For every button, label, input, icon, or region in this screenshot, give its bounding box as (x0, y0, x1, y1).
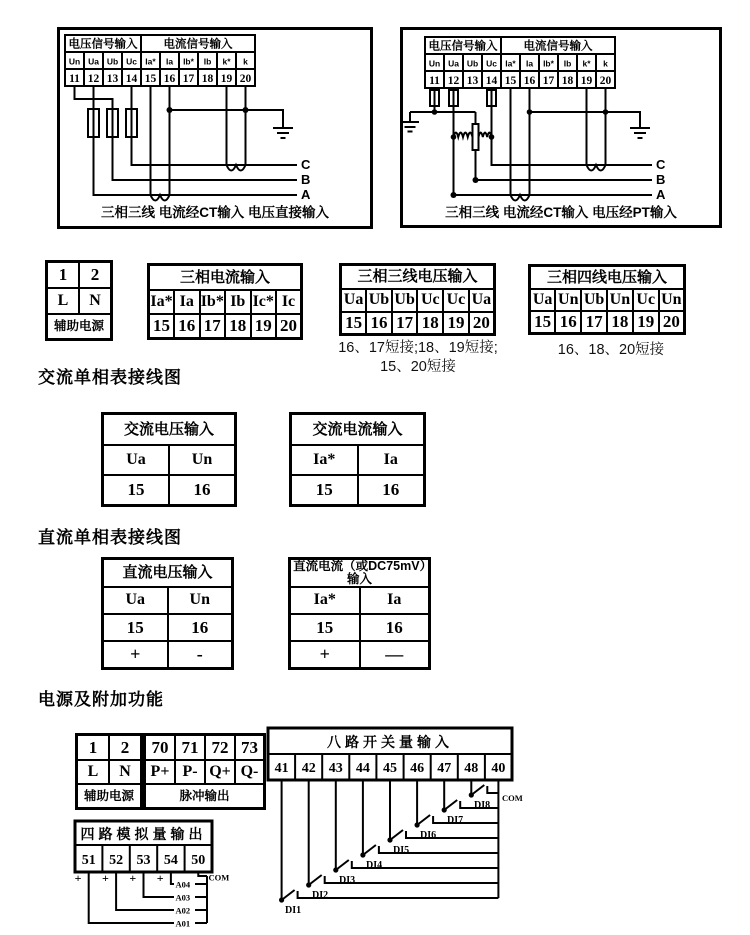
table-cell: 15 (149, 314, 175, 339)
table-cell: 16 (555, 311, 581, 334)
terminal-number: 50 (191, 853, 206, 868)
table-title: 三相三线电压输入 (341, 265, 495, 289)
terminal-number: 45 (383, 761, 397, 776)
table-cell: 辅助电源 (77, 784, 142, 809)
table-title: 三相四线电压输入 (530, 266, 685, 289)
plus-sign: + (74, 871, 82, 885)
terminal-number: 14 (485, 75, 498, 87)
terminal-number: 41 (274, 761, 289, 776)
terminal-label: k (603, 58, 608, 69)
table-cell: 17 (581, 311, 607, 334)
terminal-number: 20 (239, 73, 252, 85)
terminal-number: 52 (109, 853, 124, 868)
terminal-number: 13 (466, 75, 479, 87)
terminal-label: Ia (525, 58, 534, 69)
table-cell: Ub (392, 289, 418, 312)
terminal-number: 15 (504, 75, 517, 87)
terminal-number: 48 (464, 761, 479, 776)
junction-dot (473, 177, 479, 183)
diagram-caption: 三相三线 电流经CT输入 电压直接输入 (101, 205, 329, 220)
table-cell: Ia* (291, 445, 358, 475)
junction-dot (451, 192, 457, 198)
voltage-header: 电压信号输入 (68, 38, 138, 51)
terminal-number: 18 (201, 73, 214, 85)
switch-wire (363, 780, 499, 855)
section-heading-power: 电源及附加功能 (38, 690, 164, 709)
terminal-label: Ib* (183, 56, 194, 67)
table-cell: 1 (77, 735, 110, 760)
channel-label: A01 (175, 918, 191, 929)
table-cell: Ub (581, 289, 607, 311)
terminal-number: 18 (561, 75, 574, 87)
table-cell: 16 (360, 614, 430, 641)
pulse-output-table (143, 733, 266, 810)
terminal-label: Ub (106, 56, 119, 67)
table-title: 三相电流输入 (149, 265, 302, 290)
polarity-cell: - (168, 641, 233, 669)
table-cell: P- (175, 760, 205, 784)
terminal-number: 44 (355, 761, 370, 776)
wiring-diagram-ct-pt (400, 27, 722, 228)
table-cell: 16 (169, 475, 236, 506)
diagram-border (59, 29, 372, 228)
channel-label: A03 (175, 892, 191, 903)
terminal-label: k* (222, 56, 231, 67)
table-cell: Ua (341, 289, 367, 312)
terminal-number: 12 (87, 73, 100, 85)
table-cell: Ia* (290, 587, 360, 614)
terminal-label: Ua (88, 56, 99, 67)
terminal-number: 53 (136, 853, 151, 868)
plus-sign: + (156, 871, 164, 885)
table-cell: 72 (205, 735, 235, 760)
junction-dot (527, 109, 533, 115)
table-title: 直流电流（或DC75mV）输入 (290, 559, 430, 587)
three-phase-current-table (147, 263, 303, 340)
com-label: COM (502, 793, 523, 803)
table-cell: Un (659, 289, 685, 311)
terminal-label: Uc (486, 58, 497, 69)
table-cell: 71 (175, 735, 205, 760)
phase-label-b: B (301, 172, 312, 187)
table-cell: Ua (469, 289, 495, 312)
table-cell: 2 (79, 262, 112, 288)
table-cell: Ub (366, 289, 392, 312)
terminal-label: Ib (203, 56, 212, 67)
wiring-diagram-ct-direct (57, 27, 373, 229)
polarity-cell: + (290, 641, 360, 669)
terminal-number: 12 (447, 75, 460, 87)
terminal-number: 11 (69, 73, 80, 85)
polarity-cell: — (360, 641, 430, 669)
short-circuit-note-4wire: 16、18、20短接 (557, 342, 665, 358)
switch-pivot-dot (333, 867, 338, 872)
terminal-number: 20 (599, 75, 612, 87)
table-cell: Un (169, 445, 236, 475)
analog-output-diagram (58, 818, 258, 935)
terminal-number: 13 (106, 73, 119, 85)
dc-current-table (288, 557, 431, 670)
table-cell: Ia (174, 290, 200, 314)
table-cell: 70 (145, 735, 176, 760)
table-cell: 16 (366, 312, 392, 335)
plus-sign: + (101, 871, 109, 885)
table-cell: 20 (276, 314, 302, 339)
table-cell: Ia* (149, 290, 175, 314)
terminal-number: 15 (144, 73, 157, 85)
switch-label: DI2 (312, 890, 329, 901)
table-cell: 辅助电源 (47, 314, 112, 340)
terminal-number: 16 (163, 73, 176, 85)
switch-label: DI1 (285, 905, 302, 916)
table-cell: 2 (109, 735, 142, 760)
table-title: 直流电压输入 (103, 559, 233, 587)
table-cell: Ic (276, 290, 302, 314)
com-label: COM (208, 872, 230, 883)
three-wire-voltage-table (339, 263, 496, 336)
table-cell: 16 (358, 475, 425, 506)
switch-pivot-dot (415, 822, 420, 827)
terminal-number: 17 (542, 75, 555, 87)
table-cell: Uc (633, 289, 659, 311)
table-cell: 18 (417, 312, 443, 335)
table-cell: 16 (168, 614, 233, 641)
current-header: 电流信号输入 (163, 38, 233, 51)
digital-input-diagram (262, 725, 530, 935)
table-cell: Q- (235, 760, 265, 784)
table-cell: Un (168, 587, 233, 614)
table-cell: Ib* (200, 290, 226, 314)
terminal-number: 43 (328, 761, 343, 776)
table-title: 交流电流输入 (291, 414, 425, 445)
aux-power-table (45, 260, 113, 341)
terminal-number: 14 (125, 73, 138, 85)
table-cell: 15 (341, 312, 367, 335)
ac-current-table (289, 412, 426, 507)
table-title: 交流电压输入 (103, 414, 236, 445)
four-wire-voltage-table (528, 264, 686, 335)
terminal-label: Uc (126, 56, 137, 67)
phase-label-a: A (656, 187, 667, 202)
phase-label-a: A (301, 187, 312, 202)
ac-voltage-table (101, 412, 237, 507)
table-cell: 1 (47, 262, 80, 288)
terminal-number: 19 (220, 73, 233, 85)
plus-sign: + (129, 871, 137, 885)
polarity-cell: + (103, 641, 168, 669)
section-heading-dc: 直流单相表接线图 (38, 528, 182, 547)
terminal-number: 17 (182, 73, 195, 85)
junction-dot (167, 107, 173, 113)
terminal-number: 11 (429, 75, 440, 87)
table-cell: 19 (251, 314, 277, 339)
table-cell: L (47, 288, 80, 314)
table-cell: Ia (360, 587, 430, 614)
table-cell: 15 (103, 475, 170, 506)
table-cell: 脉冲输出 (145, 784, 265, 809)
terminal-number: 40 (491, 761, 506, 776)
table-cell: 20 (659, 311, 685, 334)
aux-power-table-bottom (75, 733, 143, 810)
terminal-label: Ia (165, 56, 174, 67)
terminal-number: 54 (163, 853, 178, 868)
table-cell: 18 (225, 314, 251, 339)
table-cell: 17 (200, 314, 226, 339)
voltage-header: 电压信号输入 (428, 40, 498, 53)
table-cell: Ua (103, 445, 170, 475)
switch-pivot-dot (387, 837, 392, 842)
switch-pivot-dot (279, 897, 284, 902)
table-cell: Ua (103, 587, 168, 614)
table-cell: 16 (174, 314, 200, 339)
table-cell: 15 (291, 475, 358, 506)
switch-pivot-dot (360, 852, 365, 857)
table-cell: P+ (145, 760, 176, 784)
terminal-number: 46 (410, 761, 425, 776)
table-cell: Ua (530, 289, 556, 311)
junction-dot (603, 109, 609, 115)
phase-label-c: C (656, 157, 667, 172)
table-cell: 15 (290, 614, 360, 641)
table-cell: 19 (443, 312, 469, 335)
terminal-label: k* (582, 58, 591, 69)
note-line: 16、17短接;18、19短接; (338, 340, 498, 356)
table-cell: Ia (358, 445, 425, 475)
terminal-label: Ia* (505, 58, 516, 69)
terminal-number: 47 (437, 761, 452, 776)
terminal-number: 19 (580, 75, 593, 87)
diagram-caption: 三相三线 电流经CT输入 电压经PT输入 (445, 205, 677, 220)
terminal-label: Ib* (543, 58, 554, 69)
channel-label: A04 (175, 879, 191, 890)
terminal-number: 16 (523, 75, 536, 87)
current-header: 电流信号输入 (523, 40, 593, 53)
terminal-label: k (243, 56, 248, 67)
junction-dot (432, 109, 438, 115)
table-cell: Uc (443, 289, 469, 312)
table-cell: N (79, 288, 112, 314)
junction-dot (489, 134, 495, 140)
table-cell: 17 (392, 312, 418, 335)
channel-label: A02 (175, 905, 191, 916)
switch-label: DI3 (339, 875, 356, 886)
table-cell: Uc (417, 289, 443, 312)
switch-pivot-dot (469, 792, 474, 797)
note-line: 15、20短接 (380, 359, 456, 375)
phase-label-c: C (301, 157, 312, 172)
table-cell: Ib (225, 290, 251, 314)
table-cell: 73 (235, 735, 265, 760)
junction-dot (243, 107, 249, 113)
table-cell: N (109, 760, 142, 784)
ao-table-title: 四路模拟量输出 (80, 826, 207, 842)
switch-label: DI8 (474, 800, 491, 811)
short-circuit-note-3wire (318, 339, 518, 377)
terminal-label: Ib (563, 58, 572, 69)
switch-pivot-dot (442, 807, 447, 812)
switch-label: DI7 (447, 815, 464, 826)
junction-dot (451, 134, 457, 140)
terminal-label: Ia* (145, 56, 156, 67)
di-table-title: 八路开关量输入 (327, 734, 453, 750)
table-cell: L (77, 760, 110, 784)
terminal-label: Un (428, 58, 441, 69)
switch-label: DI6 (420, 830, 437, 841)
terminal-number: 51 (81, 853, 96, 868)
section-heading-ac: 交流单相表接线图 (38, 368, 182, 387)
table-cell: Un (607, 289, 633, 311)
table-cell: 15 (103, 614, 168, 641)
dc-voltage-table (101, 557, 234, 670)
table-cell: 20 (469, 312, 495, 335)
terminal-label: Ua (448, 58, 459, 69)
phase-label-b: B (656, 172, 667, 187)
table-cell: Q+ (205, 760, 235, 784)
table-cell: 15 (530, 311, 556, 334)
switch-label: DI4 (366, 860, 383, 871)
terminal-number: 42 (301, 761, 316, 776)
switch-pivot-dot (306, 882, 311, 887)
terminal-label: Un (68, 56, 81, 67)
terminal-label: Ub (466, 58, 479, 69)
table-cell: Un (555, 289, 581, 311)
table-cell: 19 (633, 311, 659, 334)
switch-label: DI5 (393, 845, 410, 856)
switch-wire (471, 780, 498, 795)
table-cell: 18 (607, 311, 633, 334)
table-cell: Ic* (251, 290, 277, 314)
